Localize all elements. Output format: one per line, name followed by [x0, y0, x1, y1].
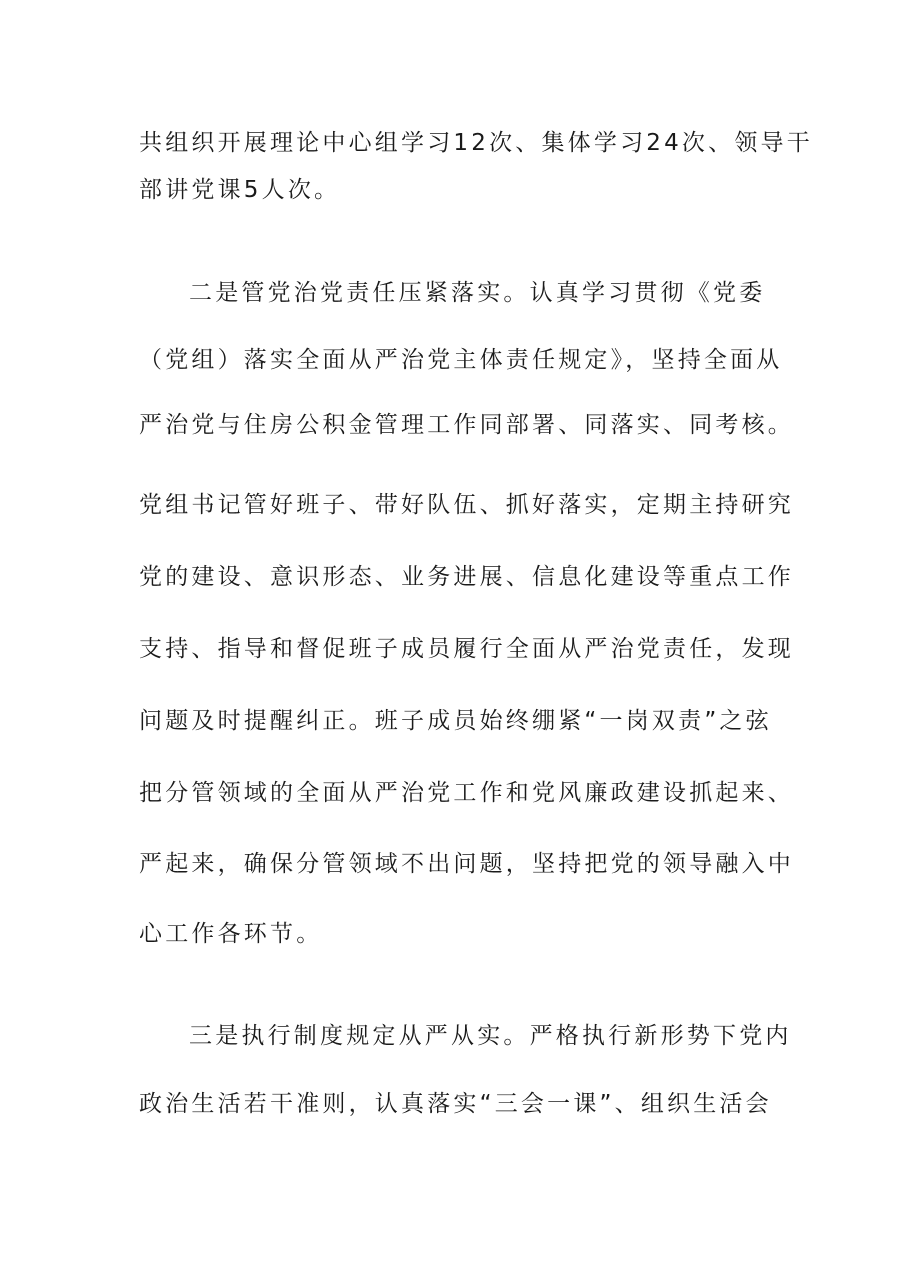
text-line: 部讲党课5人次。 [139, 177, 341, 203]
text-line: 支持、指导和督促班子成员履行全面从严治党责任，发现 [139, 636, 794, 662]
text-line: 问题及时提醒纠正。班子成员始终绷紧“一岗双责”之弦 [139, 708, 772, 734]
text-line: 心工作各环节。 [139, 921, 323, 947]
text-line: 把分管领域的全面从严治党工作和党风廉政建设抓起来、 [139, 780, 794, 806]
text-line: 二是管党治党责任压紧落实。认真学习贯彻《党委 [189, 280, 766, 306]
text-line: 政治生活若干准则，认真落实“三会一课”、组织生活会 [139, 1091, 772, 1117]
text-line: （党组）落实全面从严治党主体责任规定》，坚持全面从 [139, 347, 783, 373]
text-line: 共组织开展理论中心组学习12次、集体学习24次、领导干 [139, 130, 813, 156]
text-line: 党的建设、意识形态、业务进展、信息化建设等重点工作 [139, 564, 794, 590]
text-line: 党组书记管好班子、带好队伍、抓好落实，定期主持研究 [139, 492, 794, 518]
text-line: 严起来，确保分管领域不出问题，坚持把党的领导融入中 [139, 851, 794, 877]
text-line: 三是执行制度规定从严从实。严格执行新形势下党内 [189, 1023, 792, 1049]
text-line: 严治党与住房公积金管理工作同部署、同落实、同考核。 [139, 412, 794, 438]
